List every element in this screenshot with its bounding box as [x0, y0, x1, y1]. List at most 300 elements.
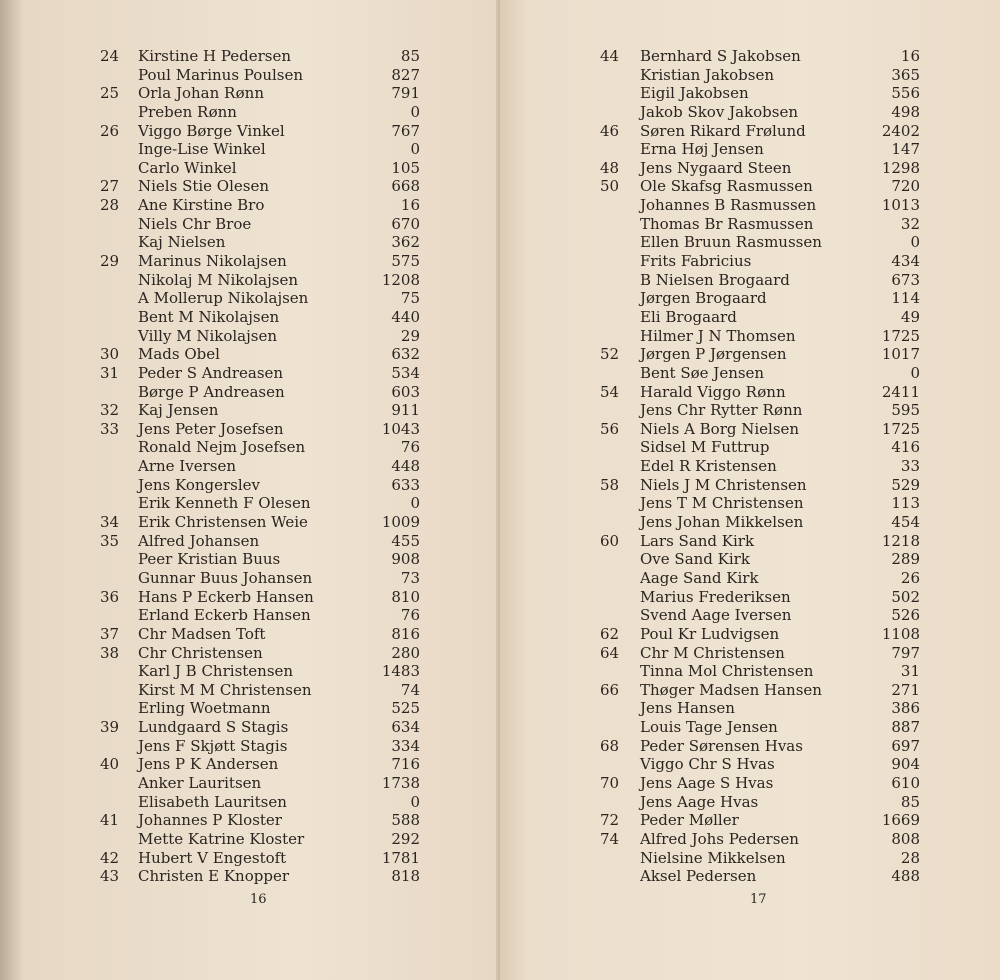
- person-name: Thøger Madsen Hansen: [640, 680, 822, 699]
- list-item: [100, 289, 420, 308]
- list-item: [600, 345, 920, 364]
- person-name: Johannes P Kloster: [138, 811, 282, 830]
- entry-number: 33: [100, 419, 120, 438]
- person-name: Jens Johan Mikkelsen: [640, 513, 804, 532]
- entry-value: 49: [900, 307, 920, 326]
- list-item: [100, 606, 420, 625]
- entry-value: 797: [891, 643, 920, 662]
- list-item: [100, 625, 420, 644]
- entry-number: 60: [600, 531, 620, 550]
- person-name: Sidsel M Futtrup: [640, 438, 770, 457]
- entry-value: 818: [391, 867, 420, 886]
- entry-value: 386: [891, 699, 920, 718]
- entry-number: 29: [100, 252, 120, 271]
- entry-value: 2411: [881, 382, 920, 401]
- person-name: Jens Hansen: [640, 699, 735, 718]
- entry-number: 26: [100, 121, 120, 140]
- person-name: Niels J M Christensen: [640, 475, 807, 494]
- entry-number: 44: [600, 47, 620, 65]
- entry-value: 0: [410, 792, 420, 811]
- person-name: Karl J B Christensen: [138, 662, 294, 681]
- entry-value: 280: [391, 643, 420, 662]
- entry-value: 1208: [381, 270, 420, 289]
- entry-value: 588: [391, 811, 420, 830]
- list-item: [100, 66, 420, 85]
- person-name: Kaj Jensen: [138, 401, 219, 420]
- list-item: [100, 513, 420, 532]
- person-name: Jens Aage Hvas: [640, 792, 759, 811]
- entry-number: 38: [100, 643, 120, 662]
- list-item: [600, 718, 920, 737]
- left-name-list: [100, 47, 420, 886]
- list-item: [600, 327, 920, 346]
- entry-value: 908: [391, 550, 420, 569]
- entry-number: 25: [100, 84, 120, 103]
- entry-value: 575: [391, 252, 420, 271]
- entry-value: 595: [891, 401, 920, 420]
- person-name: Johannes B Rasmussen: [640, 196, 817, 215]
- entry-value: 365: [891, 65, 920, 84]
- list-item: [100, 196, 420, 215]
- entry-value: 534: [391, 363, 420, 382]
- person-name: Hilmer J N Thomsen: [640, 326, 796, 345]
- list-item: [100, 755, 420, 774]
- entry-number: 66: [600, 680, 620, 699]
- list-item: [600, 476, 920, 495]
- entry-value: 0: [910, 363, 920, 382]
- person-name: A Mollerup Nikolajsen: [138, 289, 309, 308]
- entry-value: 525: [391, 699, 420, 718]
- entry-value: 670: [391, 214, 420, 233]
- entry-value: 0: [910, 233, 920, 252]
- entry-value: 716: [391, 755, 420, 774]
- entry-value: 632: [391, 345, 420, 364]
- entry-number: 48: [600, 158, 620, 177]
- entry-value: 904: [891, 755, 920, 774]
- person-name: Ole Skafsg Rasmussen: [640, 177, 813, 196]
- list-item: [100, 345, 420, 364]
- person-name: Jens Nygaard Steen: [640, 158, 792, 177]
- entry-value: 1013: [881, 196, 920, 215]
- entry-number: 40: [100, 755, 120, 774]
- person-name: Peer Kristian Buus: [138, 550, 281, 569]
- list-item: [100, 122, 420, 141]
- person-name: Jens F Skjøtt Stagis: [138, 736, 288, 755]
- list-item: [600, 438, 920, 457]
- person-name: Jens Kongerslev: [138, 475, 261, 494]
- entry-value: 74: [400, 680, 420, 699]
- person-name: Ove Sand Kirk: [640, 550, 750, 569]
- entry-number: 30: [100, 345, 120, 364]
- person-name: Carlo Winkel: [138, 158, 237, 177]
- person-name: Marinus Nikolajsen: [138, 252, 287, 271]
- entry-value: 488: [891, 867, 920, 886]
- entry-value: 767: [391, 121, 420, 140]
- entry-value: 455: [391, 531, 420, 550]
- list-item: [100, 438, 420, 457]
- entry-value: 887: [891, 718, 920, 737]
- person-name: Chr M Christensen: [640, 643, 785, 662]
- person-name: Niels A Borg Nielsen: [640, 419, 800, 438]
- entry-number: 28: [100, 196, 120, 215]
- person-name: Eigil Jakobsen: [640, 84, 749, 103]
- entry-value: 810: [391, 587, 420, 606]
- entry-value: 668: [391, 177, 420, 196]
- list-item: [600, 122, 920, 141]
- list-item: [600, 830, 920, 849]
- person-name: Tinna Mol Christensen: [640, 662, 814, 681]
- entry-value: 76: [400, 606, 420, 625]
- entry-value: 31: [900, 662, 920, 681]
- list-item: [600, 699, 920, 718]
- person-name: Aage Sand Kirk: [640, 568, 759, 587]
- entry-value: 1781: [381, 848, 420, 867]
- list-item: [100, 793, 420, 812]
- person-name: Søren Rikard Frølund: [640, 121, 806, 140]
- person-name: Lundgaard S Stagis: [138, 718, 289, 737]
- list-item: [600, 662, 920, 681]
- entry-number: 41: [100, 811, 120, 830]
- entry-value: 448: [391, 457, 420, 476]
- entry-number: 32: [100, 401, 120, 420]
- list-item: [600, 252, 920, 271]
- list-item: [100, 569, 420, 588]
- entry-value: 28: [900, 848, 920, 867]
- list-item: [600, 103, 920, 122]
- list-item: [600, 420, 920, 439]
- person-name: Jens Aage S Hvas: [640, 773, 774, 792]
- person-name: Eli Brogaard: [640, 307, 737, 326]
- entry-number: 37: [100, 624, 120, 643]
- entry-value: 1017: [881, 345, 920, 364]
- person-name: Jens Peter Josefsen: [138, 419, 284, 438]
- entry-value: 105: [391, 158, 420, 177]
- list-item: [600, 532, 920, 551]
- person-name: Erik Kenneth F Olesen: [138, 494, 311, 513]
- list-item: [100, 532, 420, 551]
- person-name: Poul Kr Ludvigsen: [640, 624, 780, 643]
- list-item: [600, 271, 920, 290]
- page-number-left: 16: [250, 892, 267, 907]
- person-name: B Nielsen Brogaard: [640, 270, 790, 289]
- entry-value: 911: [391, 401, 420, 420]
- person-name: Ane Kirstine Bro: [138, 196, 265, 215]
- entry-value: 29: [400, 326, 420, 345]
- list-item: [600, 849, 920, 868]
- list-item: [600, 793, 920, 812]
- list-item: [100, 215, 420, 234]
- person-name: Børge P Andreasen: [138, 382, 285, 401]
- entry-number: 36: [100, 587, 120, 606]
- entry-value: 440: [391, 307, 420, 326]
- entry-value: 454: [891, 513, 920, 532]
- person-name: Alfred Johansen: [138, 531, 260, 550]
- person-name: Anker Lauritsen: [138, 773, 262, 792]
- person-name: Svend Aage Iversen: [640, 606, 792, 625]
- person-name: Kirstine H Pedersen: [138, 47, 292, 65]
- entry-value: 114: [891, 289, 920, 308]
- person-name: Kaj Nielsen: [138, 233, 226, 252]
- person-name: Villy M Nikolajsen: [138, 326, 277, 345]
- list-item: [600, 383, 920, 402]
- person-name: Christen E Knopper: [138, 867, 290, 886]
- list-item: [600, 644, 920, 663]
- person-name: Elisabeth Lauritsen: [138, 792, 287, 811]
- list-item: [600, 550, 920, 569]
- person-name: Jørgen P Jørgensen: [640, 345, 787, 364]
- entry-value: 16: [900, 47, 920, 65]
- person-name: Arne Iversen: [138, 457, 236, 476]
- entry-number: 35: [100, 531, 120, 550]
- entry-value: 1483: [381, 662, 420, 681]
- list-item: [600, 401, 920, 420]
- entry-value: 85: [900, 792, 920, 811]
- person-name: Niels Stie Olesen: [138, 177, 270, 196]
- list-item: [100, 401, 420, 420]
- entry-number: 72: [600, 811, 620, 830]
- person-name: Erik Christensen Weie: [138, 513, 308, 532]
- list-item: [100, 383, 420, 402]
- entry-value: 0: [410, 140, 420, 159]
- entry-value: 32: [900, 214, 920, 233]
- list-item: [600, 177, 920, 196]
- list-item: [100, 457, 420, 476]
- person-name: Alfred Johs Pedersen: [640, 829, 799, 848]
- list-item: [100, 364, 420, 383]
- person-name: Viggo Børge Vinkel: [138, 121, 285, 140]
- person-name: Kristian Jakobsen: [640, 65, 774, 84]
- list-item: [100, 252, 420, 271]
- person-name: Marius Frederiksen: [640, 587, 791, 606]
- entry-number: 74: [600, 829, 620, 848]
- entry-value: 289: [891, 550, 920, 569]
- person-name: Mette Katrine Kloster: [138, 829, 305, 848]
- person-name: Gunnar Buus Johansen: [138, 568, 313, 587]
- right-name-list: [600, 47, 920, 886]
- entry-value: 1725: [881, 419, 920, 438]
- entry-value: 2402: [881, 121, 920, 140]
- person-name: Poul Marinus Poulsen: [138, 65, 304, 84]
- person-name: Erling Woetmann: [138, 699, 271, 718]
- list-item: [100, 811, 420, 830]
- person-name: Erna Høj Jensen: [640, 140, 764, 159]
- list-item: [100, 849, 420, 868]
- list-item: [600, 457, 920, 476]
- entry-value: 556: [891, 84, 920, 103]
- list-item: [600, 196, 920, 215]
- entry-value: 808: [891, 829, 920, 848]
- list-item: [100, 550, 420, 569]
- person-name: Niels Chr Broe: [138, 214, 252, 233]
- entry-value: 603: [391, 382, 420, 401]
- entry-value: 791: [391, 84, 420, 103]
- entry-value: 0: [410, 494, 420, 513]
- person-name: Peder Sørensen Hvas: [640, 736, 803, 755]
- entry-value: 1669: [881, 811, 920, 830]
- list-item: [100, 718, 420, 737]
- entry-number: 34: [100, 513, 120, 532]
- entry-number: 68: [600, 736, 620, 755]
- list-item: [600, 66, 920, 85]
- entry-number: 31: [100, 363, 120, 382]
- entry-value: 697: [891, 736, 920, 755]
- entry-value: 76: [400, 438, 420, 457]
- entry-value: 85: [400, 47, 420, 65]
- person-name: Hans P Eckerb Hansen: [138, 587, 314, 606]
- person-name: Hubert V Engestoft: [138, 848, 287, 867]
- list-item: [100, 103, 420, 122]
- list-item: [600, 774, 920, 793]
- entry-number: 27: [100, 177, 120, 196]
- list-item: [100, 588, 420, 607]
- list-item: [600, 513, 920, 532]
- list-item: [600, 364, 920, 383]
- list-item: [100, 774, 420, 793]
- person-name: Edel R Kristensen: [640, 457, 777, 476]
- person-name: Chr Madsen Toft: [138, 624, 266, 643]
- list-item: [100, 830, 420, 849]
- list-item: [100, 233, 420, 252]
- entry-number: 64: [600, 643, 620, 662]
- list-item: [600, 867, 920, 886]
- list-item: [100, 644, 420, 663]
- list-item: [100, 494, 420, 513]
- entry-value: 526: [891, 606, 920, 625]
- person-name: Peder Møller: [640, 811, 739, 830]
- person-name: Peder S Andreasen: [138, 363, 284, 382]
- entry-value: 416: [891, 438, 920, 457]
- entry-number: 43: [100, 867, 120, 886]
- list-item: [100, 327, 420, 346]
- entry-value: 827: [391, 65, 420, 84]
- entry-value: 16: [400, 196, 420, 215]
- person-name: Orla Johan Rønn: [138, 84, 264, 103]
- entry-value: 434: [891, 252, 920, 271]
- page-number-right: 17: [750, 892, 767, 907]
- entry-value: 816: [391, 624, 420, 643]
- list-item: [100, 867, 420, 886]
- list-item: [100, 84, 420, 103]
- list-item: [100, 476, 420, 495]
- person-name: Bent M Nikolajsen: [138, 307, 280, 326]
- person-name: Kirst M M Christensen: [138, 680, 312, 699]
- entry-value: 75: [400, 289, 420, 308]
- person-name: Bernhard S Jakobsen: [640, 47, 801, 65]
- entry-number: 50: [600, 177, 620, 196]
- list-item: [600, 159, 920, 178]
- entry-number: 70: [600, 773, 620, 792]
- list-item: [100, 681, 420, 700]
- entry-number: 62: [600, 624, 620, 643]
- person-name: Jørgen Brogaard: [640, 289, 767, 308]
- entry-value: 33: [900, 457, 920, 476]
- entry-value: 1725: [881, 326, 920, 345]
- entry-value: 1738: [381, 773, 420, 792]
- entry-value: 1009: [381, 513, 420, 532]
- entry-number: 42: [100, 848, 120, 867]
- entry-value: 271: [891, 680, 920, 699]
- list-item: [600, 47, 920, 66]
- entry-value: 498: [891, 102, 920, 121]
- person-name: Harald Viggo Rønn: [640, 382, 786, 401]
- person-name: Thomas Br Rasmussen: [640, 214, 814, 233]
- entry-number: 52: [600, 345, 620, 364]
- person-name: Preben Rønn: [138, 102, 237, 121]
- entry-value: 147: [891, 140, 920, 159]
- list-item: [100, 662, 420, 681]
- entry-value: 1218: [881, 531, 920, 550]
- list-item: [600, 233, 920, 252]
- person-name: Lars Sand Kirk: [640, 531, 755, 550]
- entry-value: 292: [391, 829, 420, 848]
- entry-value: 334: [391, 736, 420, 755]
- entry-value: 502: [891, 587, 920, 606]
- list-item: [600, 84, 920, 103]
- entry-value: 362: [391, 233, 420, 252]
- entry-value: 113: [891, 494, 920, 513]
- entry-number: 39: [100, 718, 120, 737]
- right-page: [500, 0, 1000, 980]
- list-item: [600, 308, 920, 327]
- list-item: [600, 681, 920, 700]
- entry-number: 58: [600, 475, 620, 494]
- person-name: Erland Eckerb Hansen: [138, 606, 311, 625]
- person-name: Ellen Bruun Rasmussen: [640, 233, 822, 252]
- list-item: [100, 308, 420, 327]
- entry-value: 673: [891, 270, 920, 289]
- list-item: [600, 289, 920, 308]
- person-name: Mads Obel: [138, 345, 220, 364]
- person-name: Chr Christensen: [138, 643, 263, 662]
- list-item: [600, 625, 920, 644]
- person-name: Jakob Skov Jakobsen: [640, 102, 798, 121]
- entry-value: 633: [391, 475, 420, 494]
- entry-value: 1043: [381, 419, 420, 438]
- entry-value: 26: [900, 568, 920, 587]
- list-item: [100, 159, 420, 178]
- person-name: Aksel Pedersen: [640, 867, 757, 886]
- person-name: Viggo Chr S Hvas: [640, 755, 775, 774]
- entry-value: 0: [410, 102, 420, 121]
- list-item: [100, 140, 420, 159]
- person-name: Ronald Nejm Josefsen: [138, 438, 306, 457]
- entry-value: 610: [891, 773, 920, 792]
- list-item: [600, 140, 920, 159]
- person-name: Frits Fabricius: [640, 252, 752, 271]
- list-item: [100, 177, 420, 196]
- entry-value: 1108: [881, 624, 920, 643]
- list-item: [100, 737, 420, 756]
- person-name: Jens Chr Rytter Rønn: [640, 401, 803, 420]
- entry-number: 56: [600, 419, 620, 438]
- entry-value: 73: [400, 568, 420, 587]
- person-name: Louis Tage Jensen: [640, 718, 778, 737]
- list-item: [600, 737, 920, 756]
- entry-value: 720: [891, 177, 920, 196]
- list-item: [100, 47, 420, 66]
- entry-value: 634: [391, 718, 420, 737]
- person-name: Bent Søe Jensen: [640, 363, 765, 382]
- entry-value: 1298: [881, 158, 920, 177]
- list-item: [600, 588, 920, 607]
- entry-number: 24: [100, 47, 120, 65]
- list-item: [600, 215, 920, 234]
- entry-number: 54: [600, 382, 620, 401]
- person-name: Nielsine Mikkelsen: [640, 848, 786, 867]
- list-item: [100, 420, 420, 439]
- list-item: [100, 271, 420, 290]
- person-name: Jens P K Andersen: [138, 755, 279, 774]
